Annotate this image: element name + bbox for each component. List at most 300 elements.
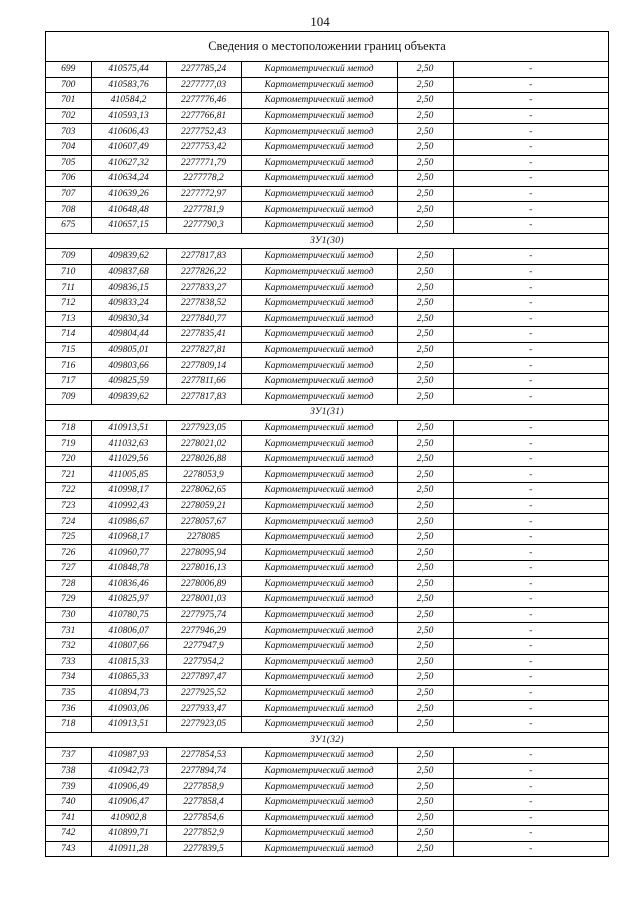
accuracy-cell: 2,50 (397, 280, 453, 296)
description-cell: - (453, 327, 608, 343)
description-cell: - (453, 389, 608, 405)
x-coordinate-cell: 410913,51 (91, 716, 166, 732)
table-row (46, 794, 608, 810)
table-row (46, 249, 608, 265)
y-coordinate-cell: 2278085 (166, 529, 241, 545)
y-coordinate-cell: 2277925,52 (166, 685, 241, 701)
section-label: ЗУ1(32) (46, 732, 608, 748)
method-cell: Картометрический метод (241, 467, 397, 483)
section-label: ЗУ1(30) (46, 233, 608, 249)
table-row (46, 451, 608, 467)
method-cell: Картометрический метод (241, 607, 397, 623)
accuracy-cell: 2,50 (397, 670, 453, 686)
y-coordinate-cell: 2277753,42 (166, 139, 241, 155)
description-cell: - (453, 545, 608, 561)
description-cell: - (453, 202, 608, 218)
page-number: 104 (310, 14, 330, 29)
y-coordinate-cell: 2277790,3 (166, 217, 241, 233)
y-coordinate-cell: 2277833,27 (166, 280, 241, 296)
description-cell: - (453, 748, 608, 764)
description-cell: - (453, 654, 608, 670)
y-coordinate-cell: 2277975,74 (166, 607, 241, 623)
coordinates-document (45, 31, 609, 857)
table-row (46, 638, 608, 654)
table-row (46, 389, 608, 405)
x-coordinate-cell: 410806,07 (91, 623, 166, 639)
accuracy-cell: 2,50 (397, 155, 453, 171)
accuracy-cell: 2,50 (397, 685, 453, 701)
method-cell: Картометрический метод (241, 249, 397, 265)
description-cell: - (453, 62, 608, 77)
x-coordinate-cell: 410807,66 (91, 638, 166, 654)
x-coordinate-cell: 410968,17 (91, 529, 166, 545)
description-cell: - (453, 514, 608, 530)
table-row (46, 841, 608, 856)
table-row (46, 62, 608, 77)
method-cell: Картометрический метод (241, 561, 397, 577)
point-number-cell: 742 (46, 826, 91, 842)
description-cell: - (453, 529, 608, 545)
accuracy-cell: 2,50 (397, 794, 453, 810)
accuracy-cell: 2,50 (397, 358, 453, 374)
description-cell: - (453, 623, 608, 639)
point-number-cell: 718 (46, 716, 91, 732)
point-number-cell: 735 (46, 685, 91, 701)
point-number-cell: 719 (46, 436, 91, 452)
x-coordinate-cell: 410942,73 (91, 763, 166, 779)
section-header-row (46, 233, 608, 249)
point-number-cell: 702 (46, 108, 91, 124)
point-number-cell: 724 (46, 514, 91, 530)
description-cell: - (453, 592, 608, 608)
x-coordinate-cell: 409825,59 (91, 373, 166, 389)
x-coordinate-cell: 409836,15 (91, 280, 166, 296)
method-cell: Картометрический метод (241, 529, 397, 545)
description-cell: - (453, 561, 608, 577)
description-cell: - (453, 93, 608, 109)
method-cell: Картометрический метод (241, 451, 397, 467)
point-number-cell: 704 (46, 139, 91, 155)
method-cell: Картометрический метод (241, 810, 397, 826)
point-number-cell: 703 (46, 124, 91, 140)
y-coordinate-cell: 2277854,6 (166, 810, 241, 826)
point-number-cell: 723 (46, 498, 91, 514)
description-cell: - (453, 638, 608, 654)
accuracy-cell: 2,50 (397, 186, 453, 202)
x-coordinate-cell: 410865,33 (91, 670, 166, 686)
method-cell: Картометрический метод (241, 389, 397, 405)
x-coordinate-cell: 409805,01 (91, 342, 166, 358)
table-row (46, 685, 608, 701)
point-number-cell: 675 (46, 217, 91, 233)
point-number-cell: 733 (46, 654, 91, 670)
point-number-cell: 700 (46, 77, 91, 93)
table-row (46, 358, 608, 374)
x-coordinate-cell: 410639,26 (91, 186, 166, 202)
y-coordinate-cell: 2278001,03 (166, 592, 241, 608)
point-number-cell: 709 (46, 389, 91, 405)
accuracy-cell: 2,50 (397, 62, 453, 77)
y-coordinate-cell: 2277858,4 (166, 794, 241, 810)
table-row (46, 217, 608, 233)
point-number-cell: 706 (46, 171, 91, 187)
table-row (46, 623, 608, 639)
y-coordinate-cell: 2277858,9 (166, 779, 241, 795)
accuracy-cell: 2,50 (397, 810, 453, 826)
point-number-cell: 732 (46, 638, 91, 654)
table-row (46, 763, 608, 779)
description-cell: - (453, 186, 608, 202)
table-row (46, 826, 608, 842)
accuracy-cell: 2,50 (397, 93, 453, 109)
section-label: ЗУ1(31) (46, 405, 608, 421)
y-coordinate-cell: 2277852,9 (166, 826, 241, 842)
description-cell: - (453, 779, 608, 795)
table-row (46, 139, 608, 155)
x-coordinate-cell: 410815,33 (91, 654, 166, 670)
x-coordinate-cell: 410906,47 (91, 794, 166, 810)
y-coordinate-cell: 2277809,14 (166, 358, 241, 374)
x-coordinate-cell: 410634,24 (91, 171, 166, 187)
accuracy-cell: 2,50 (397, 451, 453, 467)
table-row (46, 420, 608, 436)
table-row (46, 327, 608, 343)
y-coordinate-cell: 2277785,24 (166, 62, 241, 77)
table-row (46, 576, 608, 592)
x-coordinate-cell: 410906,49 (91, 779, 166, 795)
point-number-cell: 726 (46, 545, 91, 561)
method-cell: Картометрический метод (241, 623, 397, 639)
description-cell: - (453, 249, 608, 265)
table-row (46, 779, 608, 795)
table-row (46, 748, 608, 764)
point-number-cell: 729 (46, 592, 91, 608)
point-number-cell: 741 (46, 810, 91, 826)
method-cell: Картометрический метод (241, 342, 397, 358)
description-cell: - (453, 139, 608, 155)
table-row (46, 295, 608, 311)
method-cell: Картометрический метод (241, 716, 397, 732)
description-cell: - (453, 810, 608, 826)
y-coordinate-cell: 2277772,97 (166, 186, 241, 202)
x-coordinate-cell: 409804,44 (91, 327, 166, 343)
accuracy-cell: 2,50 (397, 545, 453, 561)
accuracy-cell: 2,50 (397, 171, 453, 187)
table-row (46, 561, 608, 577)
y-coordinate-cell: 2278062,65 (166, 483, 241, 499)
description-cell: - (453, 826, 608, 842)
method-cell: Картометрический метод (241, 93, 397, 109)
x-coordinate-cell: 409839,62 (91, 389, 166, 405)
x-coordinate-cell: 410607,49 (91, 139, 166, 155)
accuracy-cell: 2,50 (397, 139, 453, 155)
y-coordinate-cell: 2277776,46 (166, 93, 241, 109)
x-coordinate-cell: 410998,17 (91, 483, 166, 499)
description-cell: - (453, 685, 608, 701)
point-number-cell: 714 (46, 327, 91, 343)
x-coordinate-cell: 410780,75 (91, 607, 166, 623)
x-coordinate-cell: 410606,43 (91, 124, 166, 140)
x-coordinate-cell: 410836,46 (91, 576, 166, 592)
accuracy-cell: 2,50 (397, 529, 453, 545)
y-coordinate-cell: 2277923,05 (166, 716, 241, 732)
point-number-cell: 738 (46, 763, 91, 779)
method-cell: Картометрический метод (241, 358, 397, 374)
point-number-cell: 737 (46, 748, 91, 764)
point-number-cell: 716 (46, 358, 91, 374)
method-cell: Картометрический метод (241, 171, 397, 187)
accuracy-cell: 2,50 (397, 420, 453, 436)
x-coordinate-cell: 410894,73 (91, 685, 166, 701)
section-header-row (46, 405, 608, 421)
accuracy-cell: 2,50 (397, 108, 453, 124)
y-coordinate-cell: 2277781,9 (166, 202, 241, 218)
accuracy-cell: 2,50 (397, 202, 453, 218)
y-coordinate-cell: 2277854,53 (166, 748, 241, 764)
accuracy-cell: 2,50 (397, 607, 453, 623)
method-cell: Картометрический метод (241, 576, 397, 592)
table-row (46, 108, 608, 124)
description-cell: - (453, 701, 608, 717)
x-coordinate-cell: 410911,28 (91, 841, 166, 856)
point-number-cell: 731 (46, 623, 91, 639)
table-row (46, 155, 608, 171)
table-row (46, 186, 608, 202)
x-coordinate-cell: 409833,24 (91, 295, 166, 311)
accuracy-cell: 2,50 (397, 327, 453, 343)
x-coordinate-cell: 410575,44 (91, 62, 166, 77)
x-coordinate-cell: 410992,43 (91, 498, 166, 514)
method-cell: Картометрический метод (241, 685, 397, 701)
method-cell: Картометрический метод (241, 327, 397, 343)
y-coordinate-cell: 2277923,05 (166, 420, 241, 436)
accuracy-cell: 2,50 (397, 249, 453, 265)
y-coordinate-cell: 2278006,89 (166, 576, 241, 592)
y-coordinate-cell: 2278057,67 (166, 514, 241, 530)
x-coordinate-cell: 411029,56 (91, 451, 166, 467)
table-row (46, 670, 608, 686)
y-coordinate-cell: 2277826,22 (166, 264, 241, 280)
method-cell: Картометрический метод (241, 763, 397, 779)
x-coordinate-cell: 409830,34 (91, 311, 166, 327)
table-row (46, 607, 608, 623)
description-cell: - (453, 483, 608, 499)
point-number-cell: 699 (46, 62, 91, 77)
table-row (46, 280, 608, 296)
description-cell: - (453, 77, 608, 93)
y-coordinate-cell: 2277954,2 (166, 654, 241, 670)
y-coordinate-cell: 2278016,13 (166, 561, 241, 577)
accuracy-cell: 2,50 (397, 311, 453, 327)
y-coordinate-cell: 2277947,9 (166, 638, 241, 654)
point-number-cell: 713 (46, 311, 91, 327)
point-number-cell: 743 (46, 841, 91, 856)
description-cell: - (453, 436, 608, 452)
method-cell: Картометрический метод (241, 841, 397, 856)
point-number-cell: 701 (46, 93, 91, 109)
accuracy-cell: 2,50 (397, 701, 453, 717)
table-row (46, 529, 608, 545)
table-row (46, 467, 608, 483)
point-number-cell: 715 (46, 342, 91, 358)
y-coordinate-cell: 2277838,52 (166, 295, 241, 311)
table-row (46, 202, 608, 218)
method-cell: Картометрический метод (241, 155, 397, 171)
description-cell: - (453, 342, 608, 358)
description-cell: - (453, 217, 608, 233)
description-cell: - (453, 794, 608, 810)
coordinates-table (46, 62, 608, 856)
table-row (46, 498, 608, 514)
table-row (46, 342, 608, 358)
description-cell: - (453, 498, 608, 514)
point-number-cell: 730 (46, 607, 91, 623)
accuracy-cell: 2,50 (397, 124, 453, 140)
y-coordinate-cell: 2278059,21 (166, 498, 241, 514)
point-number-cell: 710 (46, 264, 91, 280)
point-number-cell: 727 (46, 561, 91, 577)
y-coordinate-cell: 2277897,47 (166, 670, 241, 686)
accuracy-cell: 2,50 (397, 779, 453, 795)
accuracy-cell: 2,50 (397, 483, 453, 499)
table-row (46, 810, 608, 826)
accuracy-cell: 2,50 (397, 841, 453, 856)
x-coordinate-cell: 410657,15 (91, 217, 166, 233)
point-number-cell: 711 (46, 280, 91, 296)
method-cell: Картометрический метод (241, 108, 397, 124)
accuracy-cell: 2,50 (397, 342, 453, 358)
method-cell: Картометрический метод (241, 436, 397, 452)
description-cell: - (453, 155, 608, 171)
description-cell: - (453, 576, 608, 592)
y-coordinate-cell: 2277827,81 (166, 342, 241, 358)
y-coordinate-cell: 2277778,2 (166, 171, 241, 187)
method-cell: Картометрический метод (241, 202, 397, 218)
description-cell: - (453, 280, 608, 296)
method-cell: Картометрический метод (241, 264, 397, 280)
description-cell: - (453, 295, 608, 311)
method-cell: Картометрический метод (241, 592, 397, 608)
x-coordinate-cell: 410648,48 (91, 202, 166, 218)
point-number-cell: 712 (46, 295, 91, 311)
table-row (46, 77, 608, 93)
table-row (46, 124, 608, 140)
description-cell: - (453, 420, 608, 436)
point-number-cell: 734 (46, 670, 91, 686)
accuracy-cell: 2,50 (397, 295, 453, 311)
x-coordinate-cell: 410583,76 (91, 77, 166, 93)
y-coordinate-cell: 2277777,03 (166, 77, 241, 93)
method-cell: Картометрический метод (241, 217, 397, 233)
description-cell: - (453, 467, 608, 483)
method-cell: Картометрический метод (241, 748, 397, 764)
x-coordinate-cell: 410899,71 (91, 826, 166, 842)
y-coordinate-cell: 2277766,81 (166, 108, 241, 124)
table-row (46, 171, 608, 187)
y-coordinate-cell: 2278026,88 (166, 451, 241, 467)
method-cell: Картометрический метод (241, 311, 397, 327)
table-body (46, 62, 608, 856)
accuracy-cell: 2,50 (397, 748, 453, 764)
y-coordinate-cell: 2278021,02 (166, 436, 241, 452)
accuracy-cell: 2,50 (397, 561, 453, 577)
method-cell: Картометрический метод (241, 514, 397, 530)
accuracy-cell: 2,50 (397, 436, 453, 452)
accuracy-cell: 2,50 (397, 498, 453, 514)
x-coordinate-cell: 410627,32 (91, 155, 166, 171)
description-cell: - (453, 841, 608, 856)
description-cell: - (453, 716, 608, 732)
accuracy-cell: 2,50 (397, 716, 453, 732)
x-coordinate-cell: 409837,68 (91, 264, 166, 280)
description-cell: - (453, 108, 608, 124)
method-cell: Картометрический метод (241, 670, 397, 686)
point-number-cell: 720 (46, 451, 91, 467)
accuracy-cell: 2,50 (397, 264, 453, 280)
method-cell: Картометрический метод (241, 280, 397, 296)
y-coordinate-cell: 2277811,66 (166, 373, 241, 389)
y-coordinate-cell: 2277835,41 (166, 327, 241, 343)
table-row (46, 514, 608, 530)
accuracy-cell: 2,50 (397, 373, 453, 389)
accuracy-cell: 2,50 (397, 217, 453, 233)
accuracy-cell: 2,50 (397, 514, 453, 530)
method-cell: Картометрический метод (241, 779, 397, 795)
accuracy-cell: 2,50 (397, 826, 453, 842)
x-coordinate-cell: 410902,8 (91, 810, 166, 826)
x-coordinate-cell: 411005,85 (91, 467, 166, 483)
table-row (46, 483, 608, 499)
point-number-cell: 708 (46, 202, 91, 218)
method-cell: Картометрический метод (241, 545, 397, 561)
description-cell: - (453, 171, 608, 187)
method-cell: Картометрический метод (241, 498, 397, 514)
point-number-cell: 739 (46, 779, 91, 795)
table-row (46, 545, 608, 561)
point-number-cell: 707 (46, 186, 91, 202)
description-cell: - (453, 124, 608, 140)
point-number-cell: 736 (46, 701, 91, 717)
accuracy-cell: 2,50 (397, 763, 453, 779)
y-coordinate-cell: 2277752,43 (166, 124, 241, 140)
accuracy-cell: 2,50 (397, 77, 453, 93)
y-coordinate-cell: 2278053,9 (166, 467, 241, 483)
description-cell: - (453, 607, 608, 623)
y-coordinate-cell: 2277817,83 (166, 249, 241, 265)
table-row (46, 373, 608, 389)
description-cell: - (453, 670, 608, 686)
x-coordinate-cell: 411032,63 (91, 436, 166, 452)
method-cell: Картометрический метод (241, 420, 397, 436)
x-coordinate-cell: 410986,67 (91, 514, 166, 530)
method-cell: Картометрический метод (241, 701, 397, 717)
point-number-cell: 740 (46, 794, 91, 810)
accuracy-cell: 2,50 (397, 623, 453, 639)
description-cell: - (453, 358, 608, 374)
table-row (46, 311, 608, 327)
accuracy-cell: 2,50 (397, 576, 453, 592)
table-row (46, 264, 608, 280)
y-coordinate-cell: 2277946,29 (166, 623, 241, 639)
method-cell: Картометрический метод (241, 62, 397, 77)
section-header-row (46, 732, 608, 748)
method-cell: Картометрический метод (241, 373, 397, 389)
table-row (46, 716, 608, 732)
accuracy-cell: 2,50 (397, 467, 453, 483)
method-cell: Картометрический метод (241, 638, 397, 654)
point-number-cell: 722 (46, 483, 91, 499)
accuracy-cell: 2,50 (397, 654, 453, 670)
